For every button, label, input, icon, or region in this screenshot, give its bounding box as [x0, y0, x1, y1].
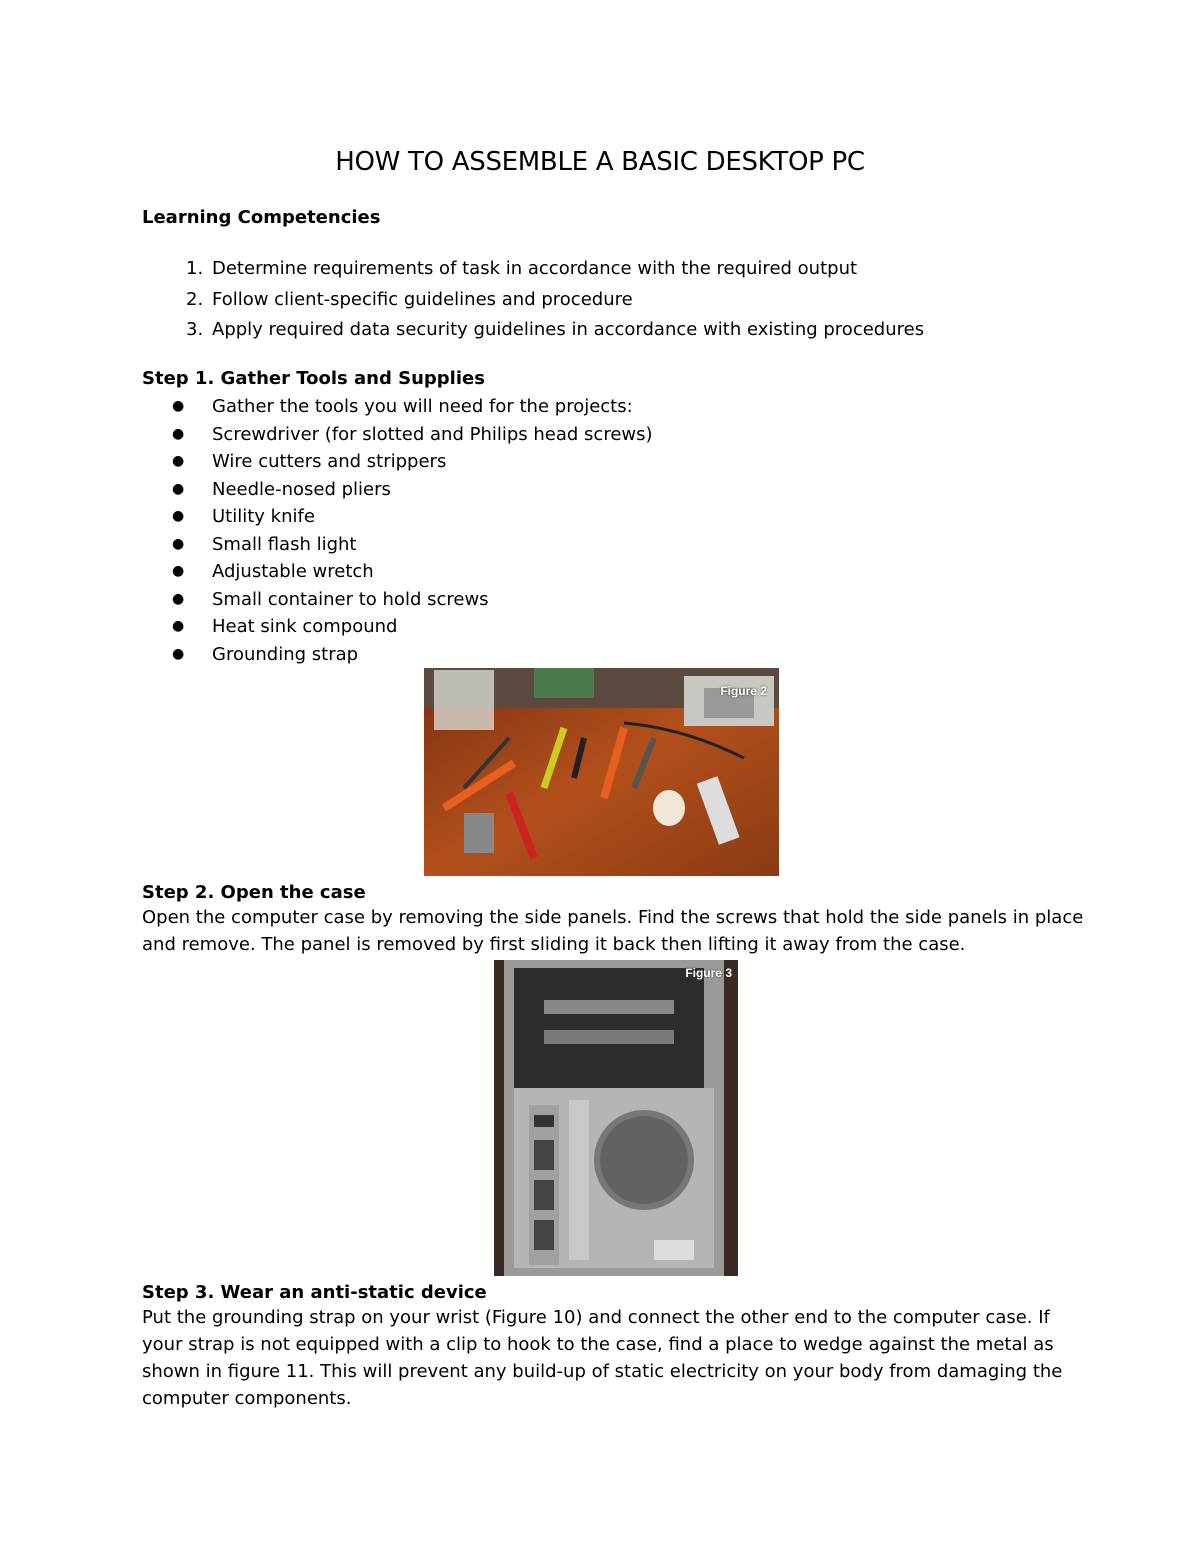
- bullet-icon: ●: [172, 453, 185, 469]
- list-text: Grounding strap: [212, 643, 359, 665]
- bullet-icon: ●: [172, 563, 185, 579]
- list-text: Utility knife: [212, 506, 315, 527]
- paragraph-line: and remove. The panel is removed by first sliding it back then lifting it away from the case.: [142, 934, 966, 955]
- list-item: [142, 254, 924, 285]
- tools-list: [172, 393, 653, 668]
- list-text: Screwdriver (for slotted and Philips head screws): [212, 423, 653, 445]
- list-text: Small flash light: [212, 533, 357, 555]
- bullet-icon: ●: [172, 508, 185, 524]
- step3-paragraph: [142, 1304, 1062, 1412]
- list-item: [172, 503, 653, 531]
- bullet-icon: ●: [172, 618, 185, 634]
- paragraph-line: computer components.: [142, 1388, 352, 1409]
- list-text: Follow client-specific guidelines and procedure: [212, 288, 633, 310]
- list-item: [142, 315, 924, 346]
- paragraph-line: shown in figure 11. This will prevent any build-up of static electricity on your body from damaging the: [142, 1361, 1063, 1382]
- list-item: [172, 476, 653, 504]
- list-text: Needle-nosed pliers: [212, 478, 391, 500]
- list-item: [172, 586, 653, 614]
- list-item: [172, 558, 653, 586]
- step3-heading: Step 3. Wear an anti-static device: [142, 1282, 487, 1303]
- list-text: Gather the tools you will need for the projects:: [212, 396, 633, 417]
- bullet-icon: ●: [172, 398, 185, 414]
- bullet-icon: ●: [172, 590, 185, 607]
- figure-label: Figure 2: [720, 684, 767, 698]
- list-item: [172, 641, 653, 669]
- bullet-icon: ●: [172, 480, 185, 497]
- paragraph-line: Put the grounding strap on your wrist (Figure 10) and connect the other end to the computer case. If: [142, 1307, 1050, 1328]
- step1-heading: Step 1. Gather Tools and Supplies: [142, 368, 485, 389]
- competencies-list: [142, 254, 924, 346]
- list-item: [172, 531, 653, 559]
- list-text: Wire cutters and strippers: [212, 451, 447, 472]
- list-number: 1.: [186, 258, 204, 279]
- step2-paragraph: [142, 904, 1084, 958]
- paragraph-line: Open the computer case by removing the side panels. Find the screws that hold the side panels in place: [142, 907, 1084, 928]
- case-photo: [494, 960, 738, 1276]
- list-item: [172, 448, 653, 476]
- page-title: HOW TO ASSEMBLE A BASIC DESKTOP PC: [335, 147, 865, 177]
- list-item: [172, 393, 653, 421]
- list-item: [172, 613, 653, 641]
- paragraph-line: your strap is not equipped with a clip to hook to the case, find a place to wedge against the metal as: [142, 1334, 1054, 1355]
- list-number: 2.: [186, 288, 204, 310]
- step2-heading: Step 2. Open the case: [142, 882, 366, 903]
- bullet-icon: ●: [172, 535, 185, 552]
- figure-label: Figure 3: [685, 966, 732, 980]
- tools-photo: [424, 668, 779, 876]
- list-text: Small container to hold screws: [212, 588, 489, 610]
- list-text: Heat sink compound: [212, 616, 398, 637]
- list-text: Determine requirements of task in accordance with the required output: [212, 258, 858, 279]
- bullet-icon: ●: [172, 425, 185, 442]
- competencies-heading: Learning Competencies: [142, 207, 381, 228]
- list-text: Adjustable wretch: [212, 561, 374, 582]
- bullet-icon: ●: [172, 645, 185, 662]
- list-number: 3.: [186, 319, 204, 340]
- list-item: [142, 285, 924, 316]
- list-item: [172, 421, 653, 449]
- list-text: Apply required data security guidelines in accordance with existing procedures: [212, 319, 925, 340]
